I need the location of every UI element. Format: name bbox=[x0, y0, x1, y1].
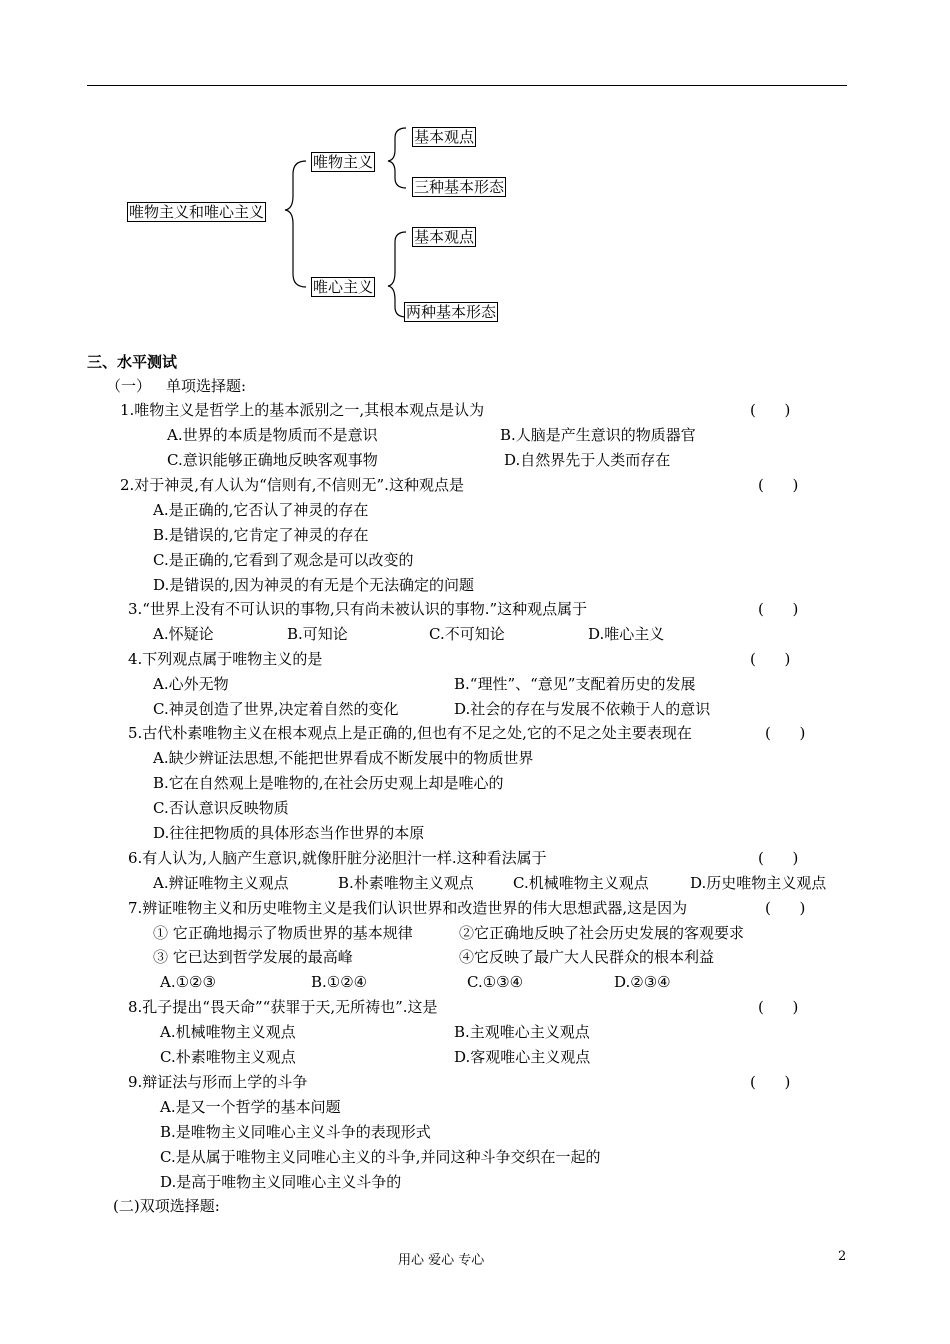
diagram-idealism-box: 唯心主义 bbox=[313, 278, 374, 296]
q2-option-c: C.是正确的,它看到了观念是可以改变的 bbox=[153, 551, 414, 569]
q8-option-c: C.朴素唯物主义观点 bbox=[160, 1048, 296, 1066]
q8-option-d: D.客观唯心主义观点 bbox=[454, 1048, 591, 1066]
q7-option-d: D.②③④ bbox=[614, 973, 671, 991]
q4-option-b: B.“理性”、“意见”支配着历史的发展 bbox=[454, 675, 696, 693]
q6-stem: 6.有人认为,人脑产生意识,就像肝脏分泌胆汁一样.这种看法属于 bbox=[128, 849, 547, 867]
q2-option-b: B.是错误的,它肯定了神灵的存在 bbox=[153, 526, 369, 544]
q4-stem: 4.下列观点属于唯物主义的是 bbox=[128, 650, 323, 668]
page-number: 2 bbox=[838, 1249, 847, 1264]
section-heading: 三、水平测试 bbox=[87, 353, 178, 371]
q9-option-b: B.是唯物主义同唯心主义斗争的表现形式 bbox=[160, 1123, 431, 1141]
brace-root bbox=[285, 161, 306, 287]
diagram-materialism-forms-box: 三种基本形态 bbox=[414, 178, 505, 196]
q9-answer-paren: ( ) bbox=[750, 1073, 791, 1091]
q9-stem: 9.辩证法与形而上学的斗争 bbox=[128, 1073, 308, 1091]
q9-option-a: A.是又一个哲学的基本问题 bbox=[160, 1098, 341, 1116]
q6-option-a: A.辨证唯物主义观点 bbox=[153, 874, 289, 892]
diagram-root-box: 唯物主义和唯心主义 bbox=[129, 203, 265, 221]
q1-answer-paren: ( ) bbox=[750, 401, 791, 419]
q7-stem: 7.辨证唯物主义和历史唯物主义是我们认识世界和改造世界的伟大思想武器,这是因为 bbox=[128, 899, 688, 917]
q6-answer-paren: ( ) bbox=[758, 849, 799, 867]
q6-option-c: C.机械唯物主义观点 bbox=[513, 874, 649, 892]
q5-option-b: B.它在自然观上是唯物的,在社会历史观上却是唯心的 bbox=[153, 774, 504, 792]
part1-title: 单项选择题: bbox=[166, 377, 247, 395]
q1-option-d: D.自然界先于人类而存在 bbox=[504, 451, 671, 469]
q9-option-d: D.是高于唯物主义同唯心主义斗争的 bbox=[160, 1173, 402, 1191]
q2-stem: 2.对于神灵,有人认为“信则有,不信则无”.这种观点是 bbox=[120, 476, 464, 494]
q1-stem: 1.唯物主义是哲学上的基本派别之一,其根本观点是认为 bbox=[120, 401, 485, 419]
part1-number: （一） bbox=[106, 377, 152, 395]
q9-option-c: C.是从属于唯物主义同唯心主义的斗争,并同这种斗争交织在一起的 bbox=[160, 1148, 601, 1166]
q1-option-a: A.世界的本质是物质而不是意识 bbox=[167, 426, 378, 444]
q3-option-c: C.不可知论 bbox=[429, 625, 505, 643]
q2-option-d: D.是错误的,因为神灵的有无是个无法确定的问题 bbox=[153, 576, 475, 594]
diagram-materialism-box: 唯物主义 bbox=[313, 153, 374, 171]
q7-option-a: A.①②③ bbox=[160, 973, 216, 991]
q3-stem: 3.“世界上没有不可认识的事物,只有尚未被认识的事物.”这种观点属于 bbox=[128, 600, 588, 618]
q5-option-c: C.否认意识反映物质 bbox=[153, 799, 289, 817]
q3-option-a: A.怀疑论 bbox=[153, 625, 214, 643]
brace-lines bbox=[0, 0, 950, 340]
diagram-idealism-forms-box: 两种基本形态 bbox=[406, 303, 497, 321]
q7-statement-2: ②它正确地反映了社会历史发展的客观要求 bbox=[459, 924, 745, 942]
q3-option-d: D.唯心主义 bbox=[588, 625, 665, 643]
brace-materialism bbox=[388, 128, 406, 188]
q7-statement-3: ③ 它已达到哲学发展的最高峰 bbox=[153, 948, 353, 966]
q5-option-a: A.缺少辨证法思想,不能把世界看成不断发展中的物质世界 bbox=[153, 749, 534, 767]
q7-option-c: C.①③④ bbox=[467, 973, 524, 991]
q6-option-b: B.朴素唯物主义观点 bbox=[338, 874, 474, 892]
q4-option-a: A.心外无物 bbox=[153, 675, 229, 693]
q1-option-c: C.意识能够正确地反映客观事物 bbox=[167, 451, 378, 469]
q2-answer-paren: ( ) bbox=[758, 476, 799, 494]
q8-option-a: A.机械唯物主义观点 bbox=[160, 1023, 296, 1041]
q4-option-d: D.社会的存在与发展不依赖于人的意识 bbox=[454, 700, 711, 718]
q4-option-c: C.神灵创造了世界,决定着自然的变化 bbox=[153, 700, 399, 718]
q1-option-b: B.人脑是产生意识的物质器官 bbox=[500, 426, 696, 444]
diagram-materialism-basic-box: 基本观点 bbox=[414, 128, 475, 146]
q8-option-b: B.主观唯心主义观点 bbox=[454, 1023, 590, 1041]
q5-stem: 5.古代朴素唯物主义在根本观点上是正确的,但也有不足之处,它的不足之处主要表现在 bbox=[128, 724, 692, 742]
q8-answer-paren: ( ) bbox=[758, 998, 799, 1016]
diagram-idealism-basic-box: 基本观点 bbox=[414, 228, 475, 246]
q8-stem: 8.孔子提出“畏天命”“获罪于天,无所祷也”.这是 bbox=[128, 998, 438, 1016]
q4-answer-paren: ( ) bbox=[750, 650, 791, 668]
part2-title: (二)双项选择题: bbox=[113, 1197, 220, 1215]
q6-option-d: D.历史唯物主义观点 bbox=[690, 874, 827, 892]
q7-statement-1: ① 它正确地揭示了物质世界的基本规律 bbox=[153, 924, 413, 942]
q7-answer-paren: ( ) bbox=[765, 899, 806, 917]
q7-statement-4: ④它反映了最广大人民群众的根本利益 bbox=[459, 948, 715, 966]
q7-option-b: B.①②④ bbox=[311, 973, 368, 991]
q5-option-d: D.往往把物质的具体形态当作世界的本原 bbox=[153, 824, 425, 842]
q3-option-b: B.可知论 bbox=[287, 625, 348, 643]
q5-answer-paren: ( ) bbox=[765, 724, 806, 742]
footer-motto: 用心 爱心 专心 bbox=[398, 1253, 485, 1268]
q3-answer-paren: ( ) bbox=[758, 600, 799, 618]
q2-option-a: A.是正确的,它否认了神灵的存在 bbox=[153, 501, 369, 519]
